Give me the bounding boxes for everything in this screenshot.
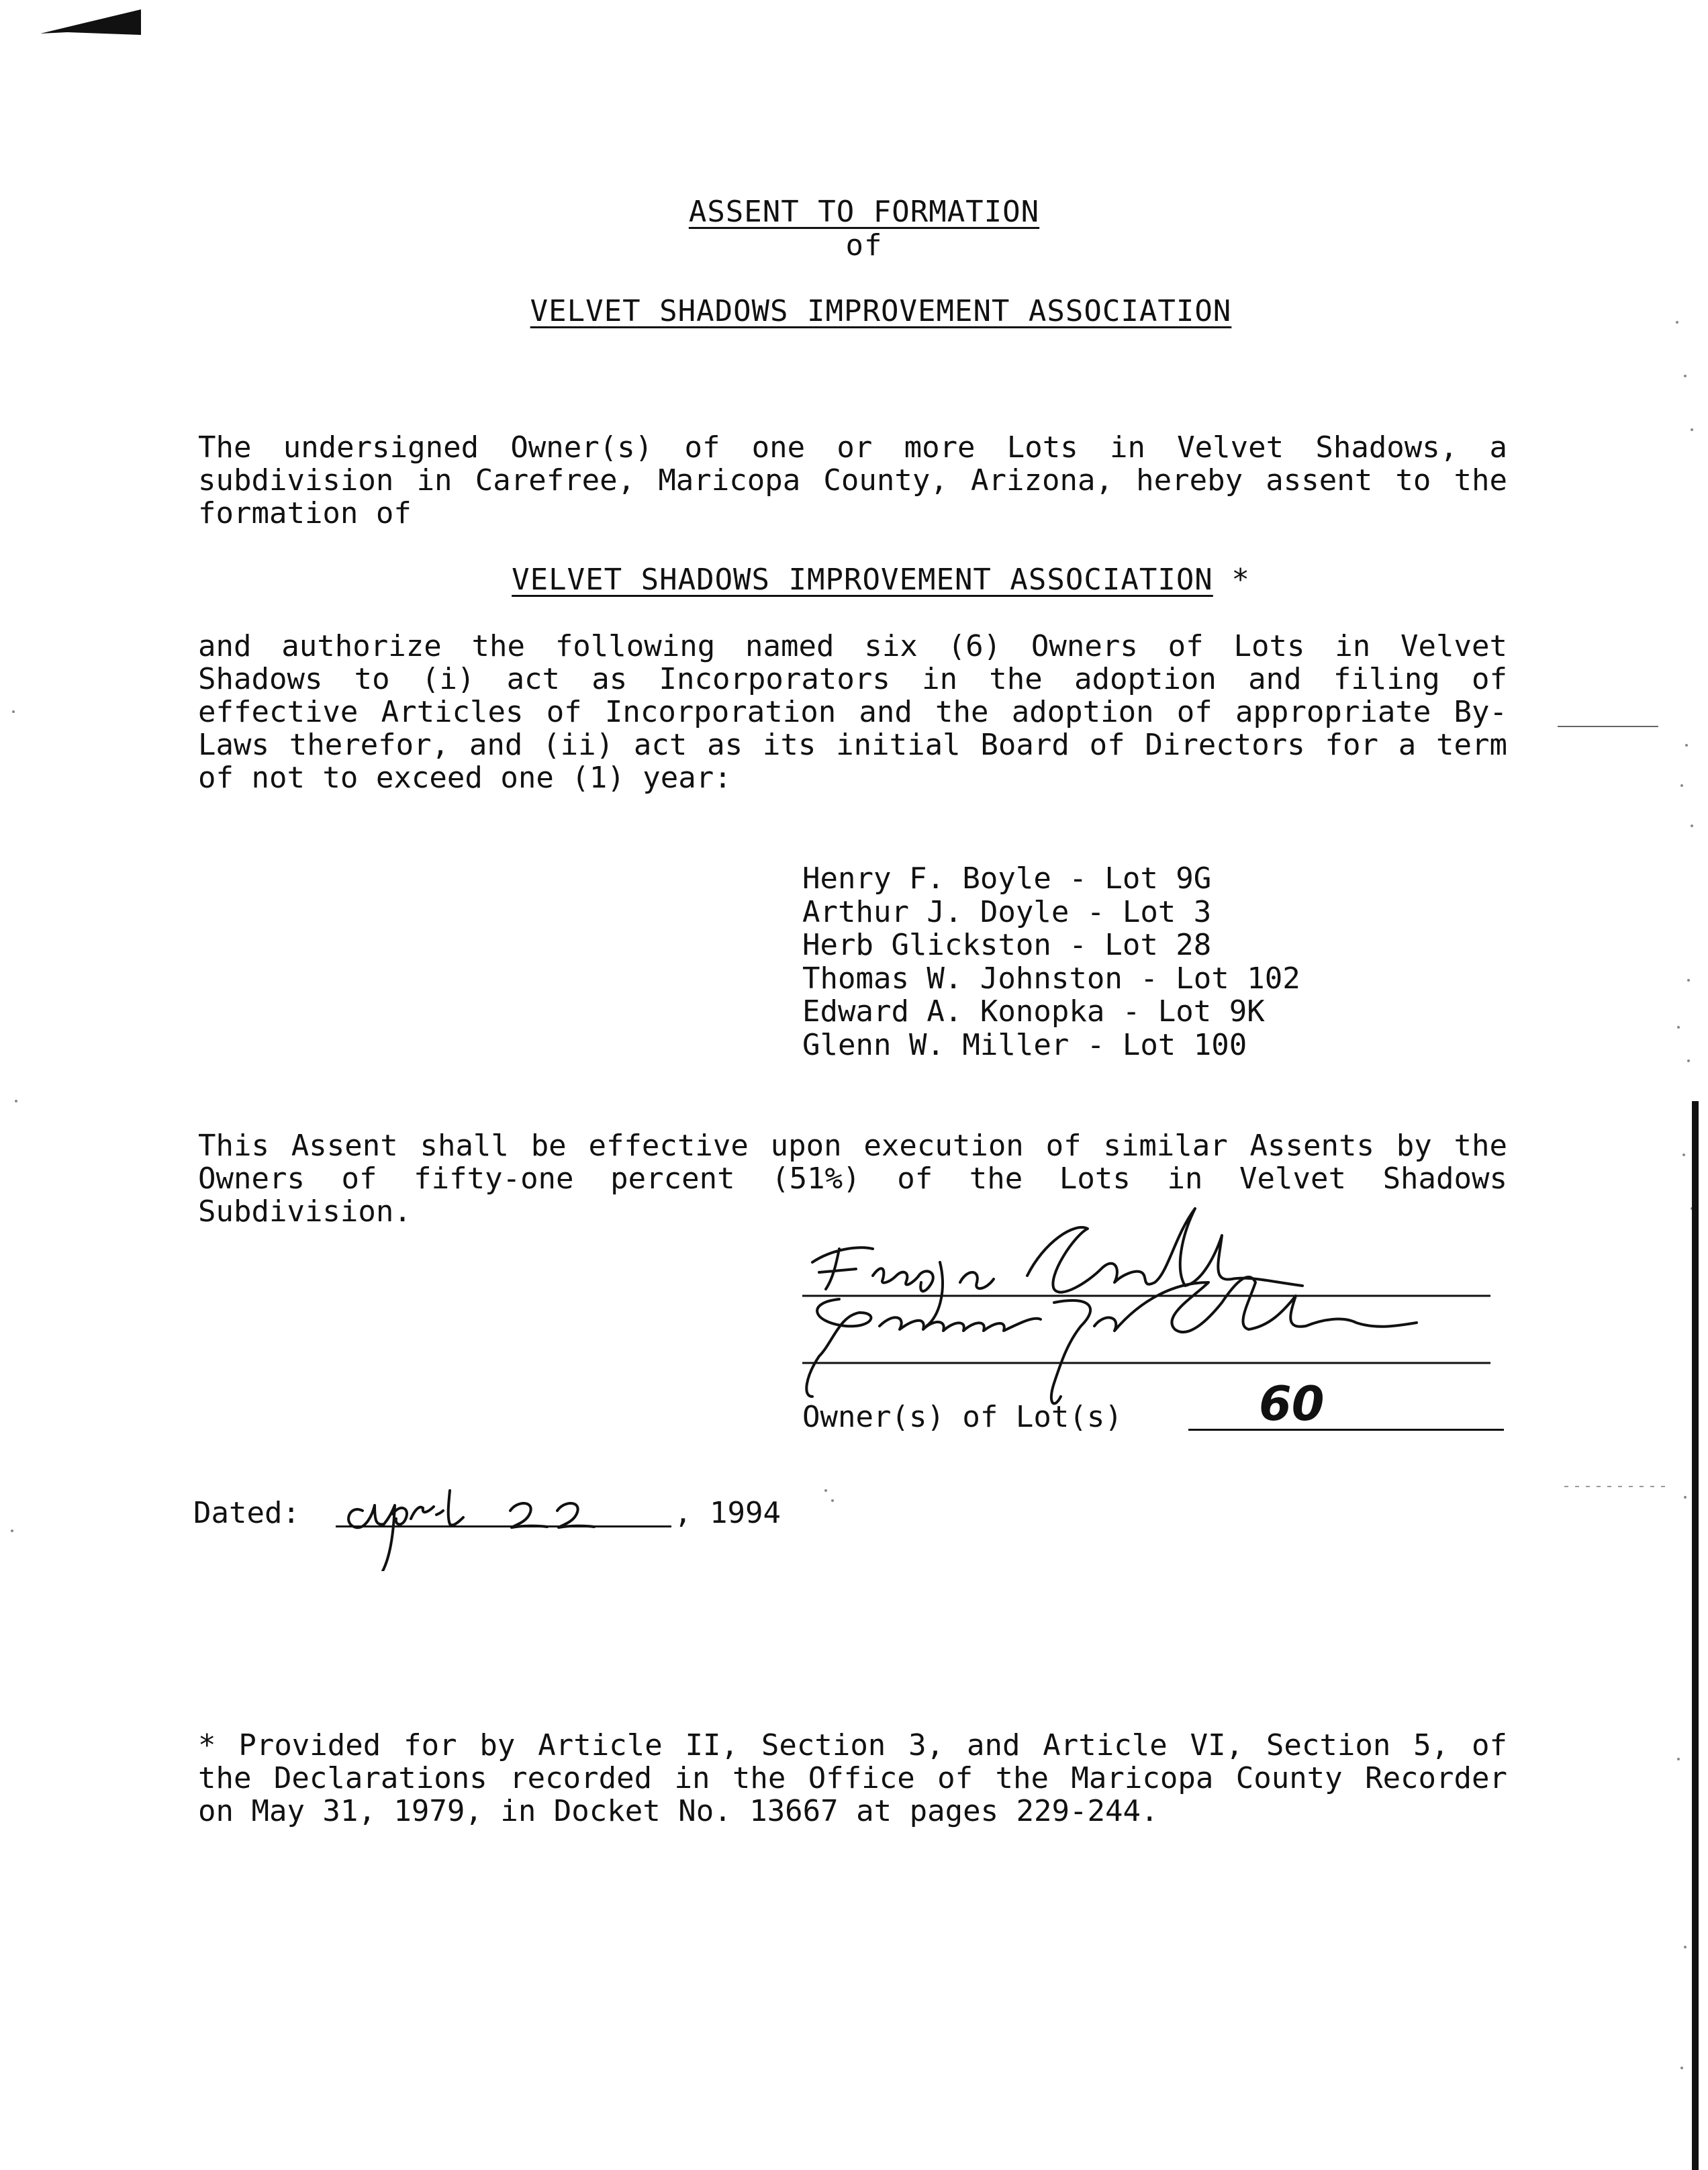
incorporators-list [802, 862, 1300, 1062]
list-item: Edward A. Konopka - Lot 9K [802, 994, 1265, 1029]
footnote: * Provided for by Article II, Section 3, and Article VI, Section 5, of the Declarations recorded in the Office of the Maricopa County Recorder on May 31, 1979, in Docket No. 13667 at pages 229-244. [198, 1728, 1507, 1828]
owner-signatures [739, 1182, 1544, 1437]
footnote-asterisk: * [1231, 563, 1250, 597]
list-item: Herb Glickston - Lot 28 [802, 928, 1212, 962]
scan-edge-line [1692, 1101, 1699, 2170]
signature-1 [812, 1209, 1302, 1326]
dated-label: Dated: [193, 1496, 300, 1530]
association-name-marked: VELVET SHADOWS IMPROVEMENT ASSOCIATION * [512, 563, 1250, 597]
association-name-heading: VELVET SHADOWS IMPROVEMENT ASSOCIATION [530, 294, 1232, 328]
document-title-of: of [845, 228, 883, 263]
document-title: ASSENT TO FORMATION [688, 195, 1040, 229]
list-item: Thomas W. Johnston - Lot 102 [802, 961, 1300, 996]
owner-lot-label: Owner(s) of Lot(s) [802, 1400, 1123, 1434]
dated-line [336, 1525, 671, 1527]
list-item: Henry F. Boyle - Lot 9G [802, 861, 1212, 896]
authorization-paragraph: and authorize the following named six (6) Owners of Lots in Velvet Shadows to (i) act as Incorporators in the adoption and filing of effective Articles of Incorporation and the adoption of appropriate By-Laws therefor, and (ii) act as its initial Board of Directors for a term of not to exceed one (1) year: [198, 629, 1507, 795]
dated-year: , 1994 [674, 1496, 781, 1530]
list-item: Glenn W. Miller - Lot 100 [802, 1027, 1247, 1062]
owner-lot-number: 60 [1259, 1376, 1325, 1431]
list-item: Arthur J. Doyle - Lot 3 [802, 894, 1212, 929]
assent-paragraph: The undersigned Owner(s) of one or more Lots in Velvet Shadows, a subdivision in Carefree, Maricopa County, Arizona, hereby assent to the formation of [198, 430, 1507, 530]
handwritten-date [336, 1464, 671, 1571]
effectiveness-paragraph: This Assent shall be effective upon execution of similar Assents by the Owners of fifty-one percent (51%) of the Lots in Velvet Shadows Subdivision. [198, 1129, 1507, 1229]
lot-number-line [1188, 1429, 1504, 1431]
